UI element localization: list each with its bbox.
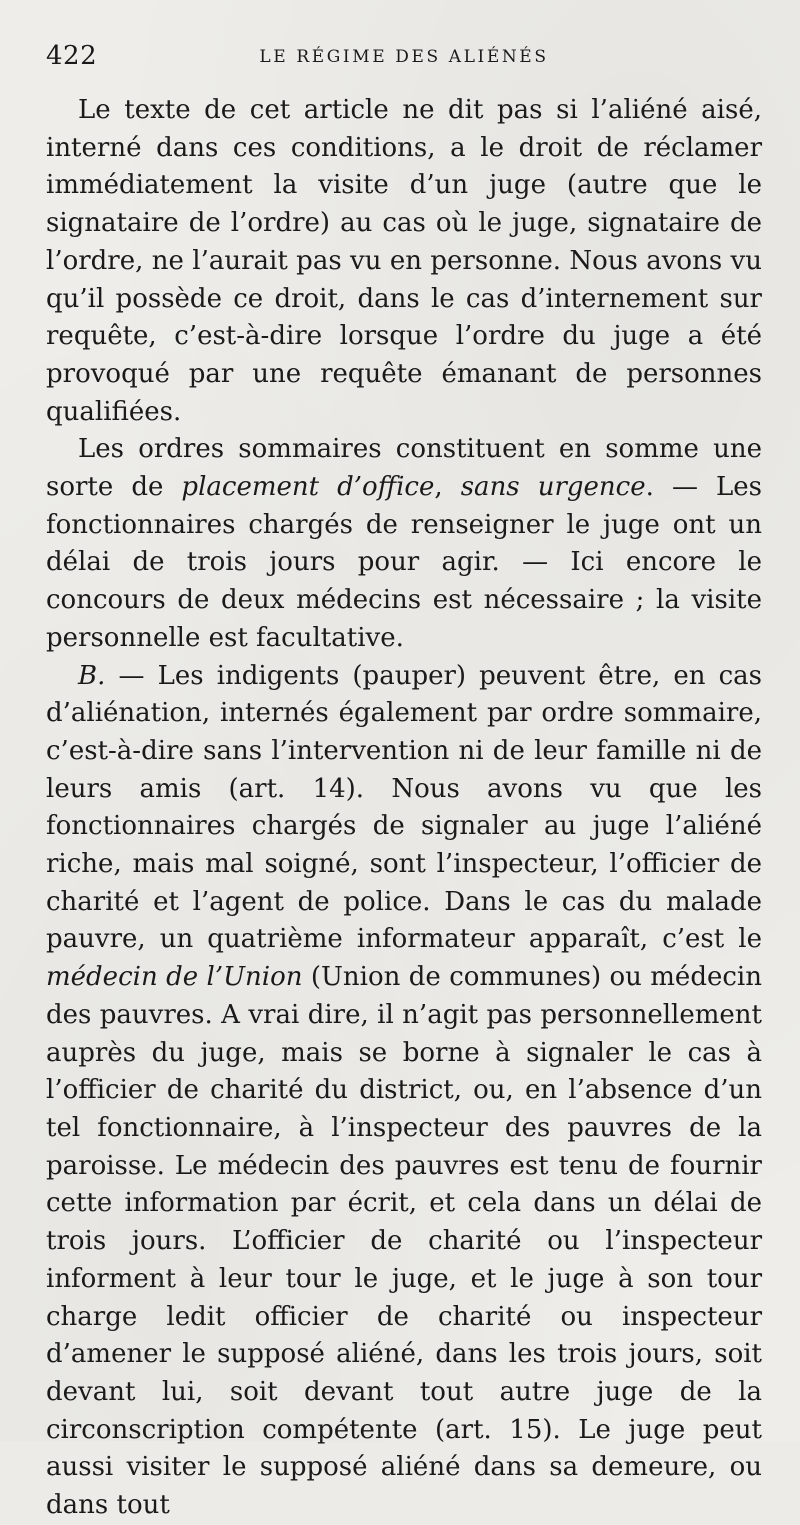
paragraph-2-comma: , (434, 472, 461, 503)
emphasis-medecin-de-l-union: médecin de l’Union (46, 962, 303, 993)
paragraph-3-lead: — Les indigents (pauper) peuvent être, en cas d’aliénation, internés également par ordre sommaire, c’est-à-dire sans l’intervention ni de leur famille ni de leurs amis (art. 14). Nous avons vu que les fonctionnaires chargés de signaler au juge l’aliéné riche, mais mal soigné, sont l’inspecteur, l’officier de charité et l’agent de police. Dans le cas du malade pauvre, un quatrième informateur apparaît, c’est le (46, 660, 762, 955)
running-head (46, 38, 762, 82)
paragraph-3-rest: (Union de communes) ou médecin des pauvres. A vrai dire, il n’agit pas personnellement auprès du juge, mais se borne à signaler le cas à l’officier de charité du district, ou, en l’absence d’un tel fonctionnaire, à l’inspecteur des pauvres de la paroisse. Le médecin des pauvres est tenu de fournir cette information par écrit, et cela dans un délai de trois jours. L’officier de charité ou l’inspecteur informent à leur tour le juge, et le juge à son tour charge ledit officier de charité ou inspecteur d’amener le supposé aliéné, dans les trois jours, soit devant lui, soit devant tout autre juge de la circonscription compétente (art. 15). Le juge peut aussi visiter le supposé aliéné dans sa demeure, ou dans tout (46, 962, 762, 1521)
paragraph-1-text: Le texte de cet article ne dit pas si l’aliéné aisé, interné dans ces conditions, a le droit de réclamer immédiatement la visite d’un juge (autre que le signataire de l’ordre) au cas où le juge, signataire de l’ordre, ne l’aurait pas vu en personne. Nous avons vu qu’il possède ce droit, dans le cas d’internement sur requête, c’est-à-dire lorsque l’ordre du juge a été provoqué par une requête émanant de personnes qualifiées. (46, 95, 762, 427)
emphasis-sans-urgence: sans urgence (460, 472, 646, 503)
body-text (46, 92, 762, 1525)
paragraph-1 (46, 92, 762, 431)
paragraph-2 (46, 431, 762, 657)
paragraph-3 (46, 658, 762, 1525)
page-number: 422 (46, 41, 98, 71)
paragraph-2-rest: . — Les fonctionnaires chargés de renseigner le juge ont un délai de trois jours pour agir. — Ici encore le concours de deux médecins est nécessaire ; la visite personnelle est facultative. (46, 472, 763, 653)
running-title: LE RÉGIME DES ALIÉNÉS (259, 47, 549, 67)
emphasis-placement-d-office: placement d’office (181, 472, 435, 503)
paragraph-2-lead: Les ordres sommaires constituent en somme une sorte de (46, 434, 762, 503)
section-label-b: B. (78, 660, 106, 691)
